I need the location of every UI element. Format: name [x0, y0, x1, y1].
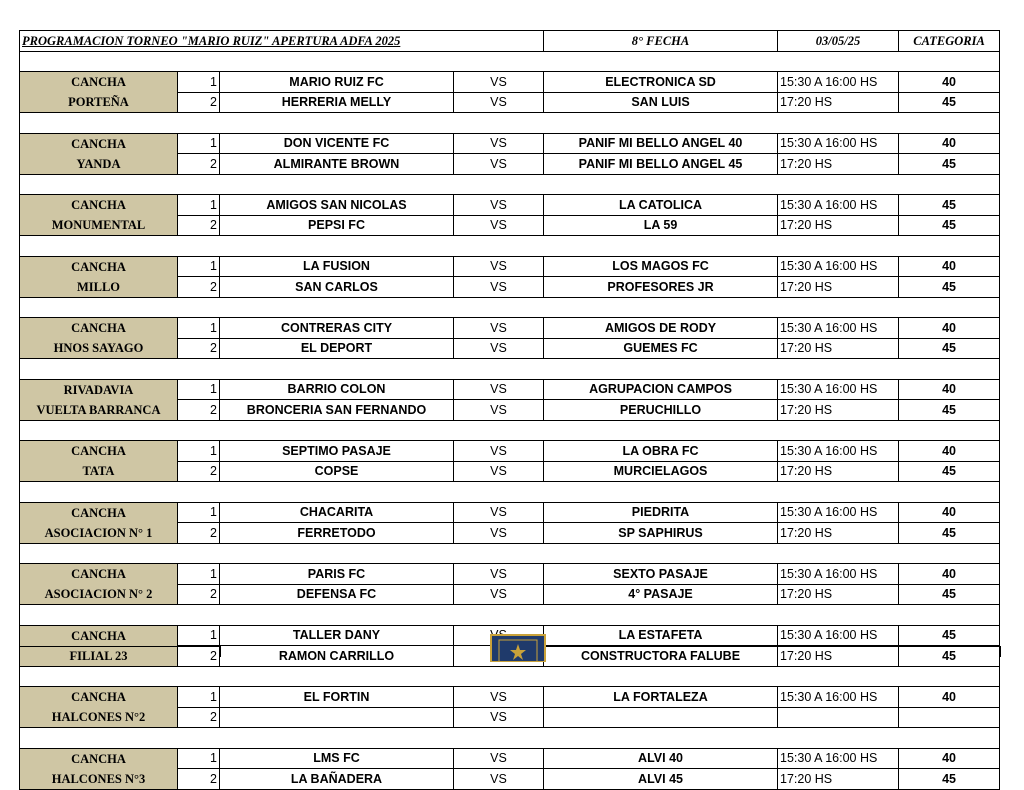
match-time: 15:30 A 16:00 HS: [778, 195, 899, 216]
venue-name: MONUMENTAL: [20, 215, 178, 236]
match-number: 2: [178, 215, 220, 236]
category-value: 40: [899, 318, 1000, 339]
vs-label: VS: [454, 707, 544, 728]
round-label: 8° FECHA: [544, 31, 778, 52]
category-value: 45: [899, 523, 1000, 544]
category-value: 45: [899, 625, 1000, 646]
home-team: HERRERIA MELLY: [220, 92, 454, 113]
venue-name: TATA: [20, 461, 178, 482]
match-row: [20, 154, 1000, 175]
home-team: PEPSI FC: [220, 215, 454, 236]
league-crest-icon: [487, 632, 549, 662]
separator-row: [20, 113, 1000, 134]
match-time: 17:20 HS: [778, 584, 899, 605]
home-team: LA BAÑADERA: [220, 769, 454, 790]
away-team: 4° PASAJE: [544, 584, 778, 605]
away-team: LA FORTALEZA: [544, 687, 778, 708]
separator: [20, 482, 1000, 503]
match-time: [778, 707, 899, 728]
home-team: AMIGOS SAN NICOLAS: [220, 195, 454, 216]
venue-name: CANCHA: [20, 256, 178, 277]
match-time: 15:30 A 16:00 HS: [778, 133, 899, 154]
away-team: CONSTRUCTORA FALUBE: [544, 646, 778, 667]
home-team: EL FORTIN: [220, 687, 454, 708]
venue-name: CANCHA: [20, 195, 178, 216]
match-row: [20, 92, 1000, 113]
match-number: 1: [178, 256, 220, 277]
match-number: 1: [178, 564, 220, 585]
away-team: [544, 707, 778, 728]
match-row: [20, 72, 1000, 93]
match-time: 15:30 A 16:00 HS: [778, 564, 899, 585]
match-time: 15:30 A 16:00 HS: [778, 625, 899, 646]
venue-name: HALCONES N°2: [20, 707, 178, 728]
home-team: TALLER DANY: [220, 625, 454, 646]
match-row: [20, 441, 1000, 462]
home-team: DON VICENTE FC: [220, 133, 454, 154]
category-value: 45: [899, 215, 1000, 236]
match-number: 1: [178, 625, 220, 646]
separator-row: [20, 297, 1000, 318]
match-number: 2: [178, 523, 220, 544]
venue-name: PORTEÑA: [20, 92, 178, 113]
away-team: LA OBRA FC: [544, 441, 778, 462]
match-row: [20, 523, 1000, 544]
home-team: SAN CARLOS: [220, 277, 454, 298]
category-value: 40: [899, 379, 1000, 400]
vs-label: VS: [454, 215, 544, 236]
venue-name: CANCHA: [20, 441, 178, 462]
venue-name: ASOCIACION N° 2: [20, 584, 178, 605]
separator: [20, 666, 1000, 687]
venue-name: MILLO: [20, 277, 178, 298]
venue-name: ASOCIACION N° 1: [20, 523, 178, 544]
match-time: 17:20 HS: [778, 769, 899, 790]
match-row: [20, 584, 1000, 605]
venue-name: CANCHA: [20, 687, 178, 708]
match-time: 17:20 HS: [778, 92, 899, 113]
vs-label: VS: [454, 256, 544, 277]
away-team: AMIGOS DE RODY: [544, 318, 778, 339]
vs-label: VS: [454, 338, 544, 359]
match-row: [20, 687, 1000, 708]
match-time: 15:30 A 16:00 HS: [778, 256, 899, 277]
footer: [19, 632, 999, 652]
away-team: LA ESTAFETA: [544, 625, 778, 646]
home-team: LMS FC: [220, 748, 454, 769]
match-number: 2: [178, 584, 220, 605]
match-time: 17:20 HS: [778, 400, 899, 421]
match-row: [20, 195, 1000, 216]
match-time: 15:30 A 16:00 HS: [778, 687, 899, 708]
match-row: [20, 277, 1000, 298]
match-number: 2: [178, 92, 220, 113]
vs-label: VS: [454, 584, 544, 605]
match-number: 2: [178, 461, 220, 482]
category-value: 40: [899, 502, 1000, 523]
venue-name: CANCHA: [20, 133, 178, 154]
home-team: ALMIRANTE BROWN: [220, 154, 454, 175]
away-team: SEXTO PASAJE: [544, 564, 778, 585]
category-value: 45: [899, 646, 1000, 667]
away-team: ALVI 45: [544, 769, 778, 790]
header-row: [20, 31, 1000, 52]
separator: [20, 113, 1000, 134]
match-number: 1: [178, 441, 220, 462]
venue-name: CANCHA: [20, 564, 178, 585]
separator: [20, 605, 1000, 626]
venue-name: RIVADAVIA: [20, 379, 178, 400]
home-team: MARIO RUIZ FC: [220, 72, 454, 93]
home-team: DEFENSA FC: [220, 584, 454, 605]
match-time: 15:30 A 16:00 HS: [778, 72, 899, 93]
vs-label: VS: [454, 441, 544, 462]
venue-name: CANCHA: [20, 748, 178, 769]
match-row: [20, 461, 1000, 482]
vs-label: VS: [454, 277, 544, 298]
match-row: [20, 769, 1000, 790]
category-value: [899, 707, 1000, 728]
venue-name: HNOS SAYAGO: [20, 338, 178, 359]
match-number: 1: [178, 195, 220, 216]
category-value: 45: [899, 277, 1000, 298]
home-team: LA FUSION: [220, 256, 454, 277]
home-team: SEPTIMO PASAJE: [220, 441, 454, 462]
separator: [20, 359, 1000, 380]
home-team: EL DEPORT: [220, 338, 454, 359]
separator-row: [20, 236, 1000, 257]
separator: [20, 543, 1000, 564]
category-value: 40: [899, 133, 1000, 154]
home-team: CONTRERAS CITY: [220, 318, 454, 339]
away-team: LA 59: [544, 215, 778, 236]
vs-label: VS: [454, 461, 544, 482]
category-value: 45: [899, 400, 1000, 421]
match-time: 17:20 HS: [778, 154, 899, 175]
footer-box-right: [543, 646, 1001, 657]
category-value: 45: [899, 92, 1000, 113]
venue-name: FILIAL 23: [20, 646, 178, 667]
vs-label: VS: [454, 154, 544, 175]
separator-row: [20, 666, 1000, 687]
match-time: 15:30 A 16:00 HS: [778, 441, 899, 462]
match-row: [20, 748, 1000, 769]
match-number: 2: [178, 769, 220, 790]
away-team: AGRUPACION CAMPOS: [544, 379, 778, 400]
match-time: 17:20 HS: [778, 215, 899, 236]
category-value: 40: [899, 441, 1000, 462]
match-number: 1: [178, 748, 220, 769]
schedule-table: [19, 30, 1000, 790]
vs-label: VS: [454, 379, 544, 400]
away-team: ELECTRONICA SD: [544, 72, 778, 93]
separator-row: [20, 420, 1000, 441]
separator: [20, 174, 1000, 195]
match-number: 1: [178, 318, 220, 339]
separator-row: [20, 174, 1000, 195]
separator: [20, 51, 1000, 72]
separator-row: [20, 605, 1000, 626]
separator-row: [20, 543, 1000, 564]
venue-name: CANCHA: [20, 318, 178, 339]
match-number: 2: [178, 400, 220, 421]
away-team: PANIF MI BELLO ANGEL 40: [544, 133, 778, 154]
match-number: 2: [178, 338, 220, 359]
match-number: 2: [178, 154, 220, 175]
away-team: SP SAPHIRUS: [544, 523, 778, 544]
match-time: 15:30 A 16:00 HS: [778, 502, 899, 523]
match-time: 17:20 HS: [778, 646, 899, 667]
away-team: LA CATOLICA: [544, 195, 778, 216]
away-team: LOS MAGOS FC: [544, 256, 778, 277]
category-value: 40: [899, 687, 1000, 708]
footer-box-left: [19, 646, 221, 657]
match-number: 2: [178, 707, 220, 728]
vs-label: VS: [454, 72, 544, 93]
vs-label: VS: [454, 92, 544, 113]
vs-label: VS: [454, 564, 544, 585]
category-value: 45: [899, 195, 1000, 216]
away-team: PIEDRITA: [544, 502, 778, 523]
vs-label: VS: [454, 687, 544, 708]
match-row: [20, 564, 1000, 585]
vs-label: VS: [454, 523, 544, 544]
home-team: RAMON CARRILLO: [220, 646, 454, 667]
separator-row: [20, 728, 1000, 749]
away-team: PANIF MI BELLO ANGEL 45: [544, 154, 778, 175]
match-row: [20, 256, 1000, 277]
match-number: 1: [178, 133, 220, 154]
match-time: 15:30 A 16:00 HS: [778, 379, 899, 400]
home-team: BRONCERIA SAN FERNANDO: [220, 400, 454, 421]
match-row: [20, 318, 1000, 339]
venue-name: CANCHA: [20, 502, 178, 523]
category-value: 45: [899, 584, 1000, 605]
match-time: 15:30 A 16:00 HS: [778, 748, 899, 769]
category-value: 40: [899, 256, 1000, 277]
category-value: 45: [899, 154, 1000, 175]
vs-label: VS: [454, 502, 544, 523]
match-row: [20, 400, 1000, 421]
match-time: 17:20 HS: [778, 523, 899, 544]
venue-name: CANCHA: [20, 72, 178, 93]
vs-label: VS: [454, 769, 544, 790]
home-team: PARIS FC: [220, 564, 454, 585]
separator: [20, 728, 1000, 749]
category-value: 40: [899, 72, 1000, 93]
separator-row: [20, 482, 1000, 503]
separator: [20, 420, 1000, 441]
separator: [20, 236, 1000, 257]
vs-label: VS: [454, 400, 544, 421]
category-value: 40: [899, 748, 1000, 769]
separator-row: [20, 359, 1000, 380]
match-number: 1: [178, 502, 220, 523]
vs-label: VS: [454, 133, 544, 154]
match-time: 17:20 HS: [778, 461, 899, 482]
home-team: CHACARITA: [220, 502, 454, 523]
match-number: 1: [178, 72, 220, 93]
vs-label: VS: [454, 748, 544, 769]
away-team: PROFESORES JR: [544, 277, 778, 298]
match-row: [20, 215, 1000, 236]
category-header: CATEGORIA: [899, 31, 1000, 52]
category-value: 40: [899, 564, 1000, 585]
match-row: [20, 338, 1000, 359]
match-row: [20, 133, 1000, 154]
home-team: [220, 707, 454, 728]
match-number: 1: [178, 687, 220, 708]
category-value: 45: [899, 338, 1000, 359]
category-value: 45: [899, 769, 1000, 790]
match-date: 03/05/25: [778, 31, 899, 52]
category-value: 45: [899, 461, 1000, 482]
match-time: 17:20 HS: [778, 277, 899, 298]
away-team: ALVI 40: [544, 748, 778, 769]
venue-name: YANDA: [20, 154, 178, 175]
home-team: COPSE: [220, 461, 454, 482]
match-row: [20, 502, 1000, 523]
venue-name: HALCONES N°3: [20, 769, 178, 790]
match-row: [20, 379, 1000, 400]
vs-label: VS: [454, 318, 544, 339]
home-team: BARRIO COLON: [220, 379, 454, 400]
away-team: PERUCHILLO: [544, 400, 778, 421]
vs-label: VS: [454, 195, 544, 216]
home-team: FERRETODO: [220, 523, 454, 544]
match-time: 17:20 HS: [778, 338, 899, 359]
separator: [20, 297, 1000, 318]
away-team: SAN LUIS: [544, 92, 778, 113]
tournament-title: PROGRAMACION TORNEO "MARIO RUIZ" APERTURA ADFA 2025: [20, 31, 544, 52]
match-number: 1: [178, 379, 220, 400]
away-team: GUEMES FC: [544, 338, 778, 359]
match-row: [20, 707, 1000, 728]
match-number: 2: [178, 277, 220, 298]
match-time: 15:30 A 16:00 HS: [778, 318, 899, 339]
separator-row: [20, 51, 1000, 72]
venue-name: VUELTA BARRANCA: [20, 400, 178, 421]
away-team: MURCIELAGOS: [544, 461, 778, 482]
venue-name: CANCHA: [20, 625, 178, 646]
match-number: 2: [178, 646, 220, 667]
